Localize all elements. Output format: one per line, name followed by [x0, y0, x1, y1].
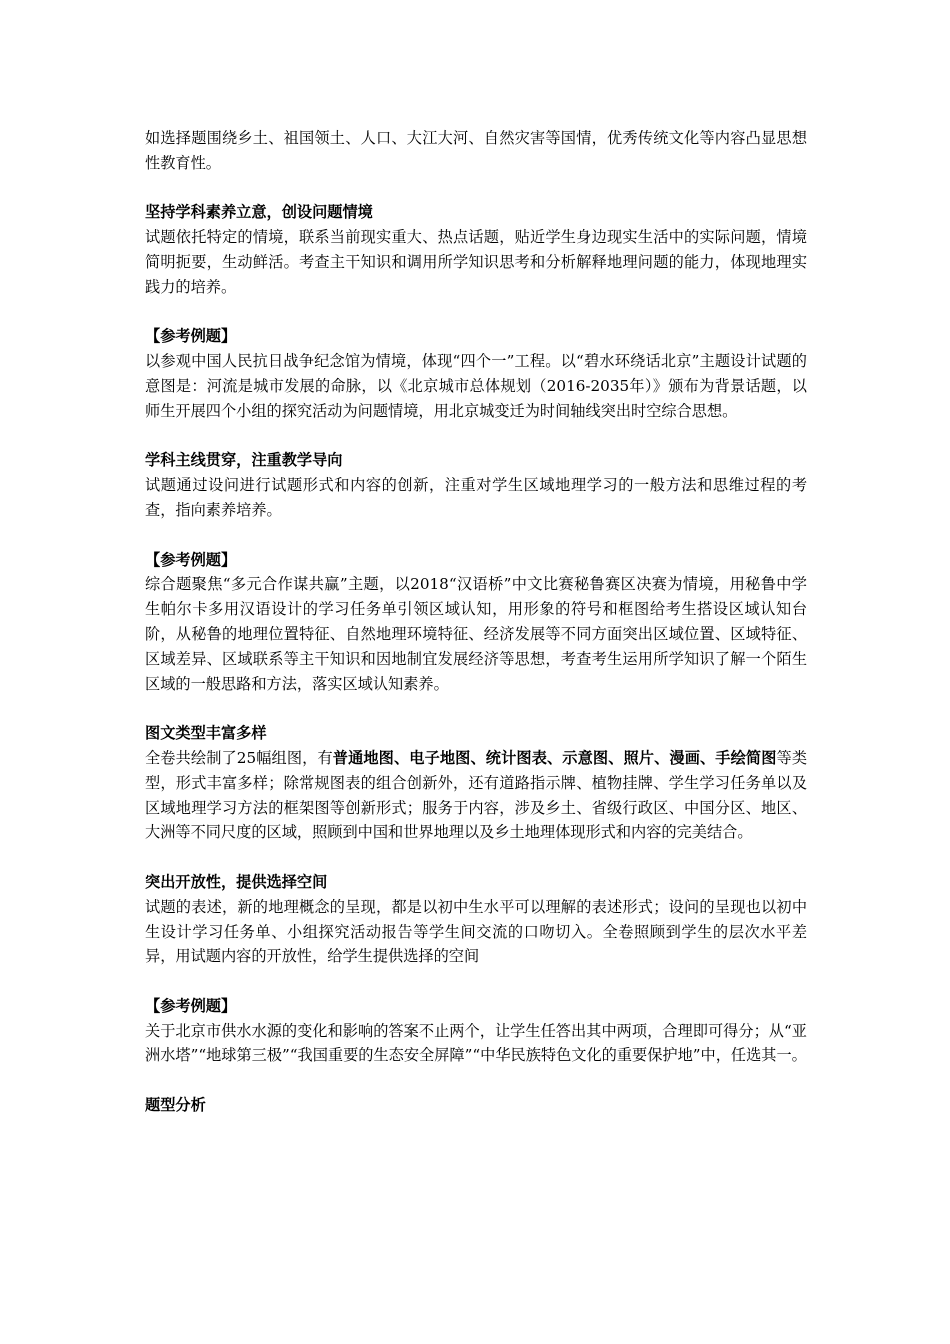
- spacer: [145, 300, 807, 325]
- section-body-graphics: [145, 746, 807, 845]
- example-text-3: 关于北京市供水水源的变化和影响的答案不止两个，让学生任答出其中两项，合理即可得分；从“亚洲水塔”“地球第三极”“我国重要的生态安全屏障”“中华民族特色文化的重要保护地”中，任选其一。: [145, 1021, 807, 1065]
- spacer: [145, 845, 807, 870]
- example-label-3: 【参考例题】: [145, 996, 237, 1015]
- example-label-1: 【参考例题】: [145, 327, 237, 346]
- section-heading-openness: 突出开放性，提供选择空间: [145, 872, 328, 891]
- document-page: [145, 126, 807, 1118]
- graphics-body-post: 等类型，形式丰富多样；除常规图表的组合创新外，还有道路指示牌、植物挂牌、学生学习任务单以及区域地理学习方法的框架图等创新形式；服务于内容，涉及乡土、省级行政区、中国分区、地区、大洲等不同尺度的区域，照顾到中国和世界地理以及乡土地理体现形式和内容的完美结合。: [145, 748, 808, 842]
- section-body-literacy: 试题依托特定的情境，联系当前现实重大、热点话题，贴近学生身边现实生活中的实际问题，情境简明扼要，生动鲜活。考查主干知识和调用所学知识思考和分析解释地理问题的能力，体现地理实践力的培养。: [145, 228, 807, 296]
- section-heading-teaching: 学科主线贯穿，注重教学导向: [145, 451, 343, 470]
- example-text-2: 综合题聚焦“多元合作谋共赢”主题，以2018“汉语桥”中文比赛秘鲁赛区决赛为情境，用秘鲁中学生帕尔卡多用汉语设计的学习任务单引领区域认知，用形象的符号和框图给考生搭设区域认知台阶，从秘鲁的地理位置特征、自然地理环境特征、经济发展等不同方面突出区域位置、区域特征、区域差异、区域联系等主干知识和因地制宜发展经济等思想，考查考生运用所学知识了解一个陌生区域的一般思路和方法，落实区域认知素养。: [145, 575, 807, 693]
- example-label-2: 【参考例题】: [145, 550, 237, 569]
- graphics-body-pre: 全卷共绘制了25幅组图，有: [145, 748, 333, 767]
- section-heading-graphics: 图文类型丰富多样: [145, 724, 267, 743]
- section-body-teaching: 试题通过设问进行试题形式和内容的创新，注重对学生区域地理学习的一般方法和思维过程的考查，指向素养培养。: [145, 476, 807, 519]
- section-body-openness: 试题的表述，新的地理概念的呈现，都是以初中生水平可以理解的表述形式；设问的呈现也以初中生设计学习任务单、小组探究活动报告等学生间交流的口吻切入。全卷照顾到学生的层次水平差异，用试题内容的开放性，给学生提供选择的空间: [145, 897, 807, 966]
- example-text-1: 以参观中国人民抗日战争纪念馆为情境，体现“四个一”工程。以“碧水环绕话北京”主题设计试题的意图是：河流是城市发展的命脉，以《北京城市总体规划（2016-2035年）》颁布为背景话题，以师生开展四个小组的探究活动为问题情境，用北京城变迁为时间轴线突出时空综合思想。: [145, 352, 807, 420]
- spacer: [145, 424, 807, 449]
- spacer: [145, 969, 807, 994]
- spacer: [145, 176, 807, 201]
- section-heading-literacy: 坚持学科素养立意，创设问题情境: [145, 203, 373, 222]
- spacer: [145, 523, 807, 548]
- spacer: [145, 696, 807, 721]
- spacer: [145, 1068, 807, 1093]
- section-heading-question-types: 题型分析: [145, 1096, 206, 1115]
- graphics-body-bold: 普通地图、电子地图、统计图表、示意图、照片、漫画、手绘简图: [332, 748, 777, 767]
- intro-paragraph: 如选择题围绕乡土、祖国领土、人口、大江大河、自然灾害等国情，优秀传统文化等内容凸显思想性教育性。: [145, 129, 807, 172]
